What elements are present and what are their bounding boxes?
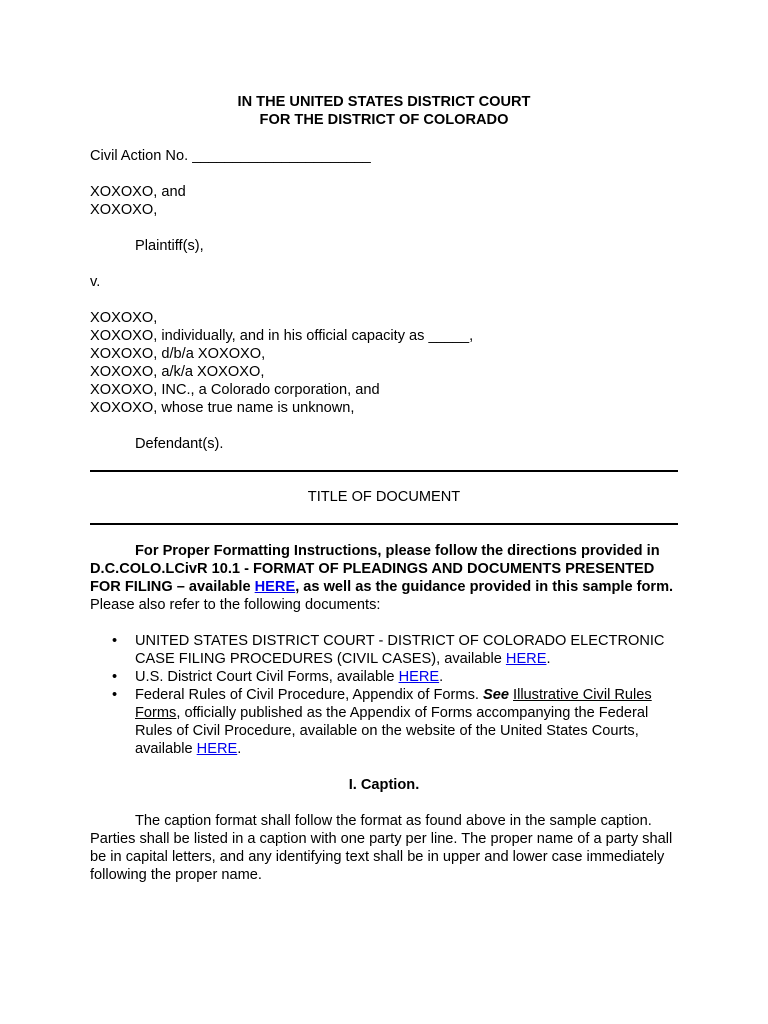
court-name [90,93,678,129]
instructions-plain: Please also refer to the following documents: [90,597,381,613]
caption-paragraph: The caption format shall follow the format as found above in the sample caption. Parties shall be listed in a caption with one party per line. The proper name of a party shall be in capital letters, and any identifying text shall be in upper and lower case immediately following the proper name. [90,813,673,883]
court-line-1: IN THE UNITED STATES DISTRICT COURT [237,94,531,110]
list-item-tail: . [546,651,551,667]
plaintiffs-block [90,183,678,219]
see-signal: See [482,687,509,703]
instructions-bold-1: For Proper Formatting Instructions, please follow the directions provided in D.C.COLO.LCivR 10.1 - FORMAT OF PLEADINGS AND DOCUMENTS PRESENTED FOR FILING – available [90,543,660,595]
versus: v. [90,274,101,290]
defendant-line: XOXOXO, INC., a Colorado corporation, and [90,382,380,398]
list-item [90,668,678,686]
bullet-icon: • [112,687,118,703]
instructions-bold-2: , as well as the guidance provided in this sample form. [295,579,674,595]
document-title: TITLE OF DOCUMENT [307,489,461,505]
civil-forms-here-link[interactable]: HERE [398,669,440,685]
defendant-line: XOXOXO, d/b/a XOXOXO, [90,346,266,362]
ecf-procedures-here-link[interactable]: HERE [505,651,547,667]
list-item-text: UNITED STATES DISTRICT COURT - DISTRICT OF COLORADO ELECTRONIC CASE FILING PROCEDURES (CIVIL CASES), available [135,633,665,667]
section-heading: I. Caption. [348,777,420,793]
court-line-2: FOR THE DISTRICT OF COLORADO [259,112,509,128]
defendant-line: XOXOXO, a/k/a XOXOXO, [90,364,265,380]
lcivr-here-link[interactable]: HERE [254,579,296,595]
list-item-tail: . [237,741,242,757]
list-item-text: U.S. District Court Civil Forms, available [135,669,399,685]
formatting-instructions [90,542,678,614]
defendants-label: Defendant(s). [135,436,224,452]
defendant-line: XOXOXO, individually, and in his official capacity as _____, [90,328,474,344]
uscourts-here-link[interactable]: HERE [196,741,238,757]
plaintiff-line: XOXOXO, [90,202,158,218]
civil-action-number: Civil Action No. ______________________ [90,148,371,164]
list-item-text: Federal Rules of Civil Procedure, Appendix of Forms. [135,687,483,703]
document-page [90,93,678,884]
plaintiff-line: XOXOXO, and [90,184,186,200]
defendant-line: XOXOXO, [90,310,158,326]
bullet-icon: • [112,633,118,649]
list-item-tail: . [439,669,444,685]
reference-list [90,632,678,758]
illustrative-forms-title: Illustrative Civil Rules Forms [135,687,652,721]
defendant-line: XOXOXO, whose true name is unknown, [90,400,355,416]
list-item [90,632,678,668]
plaintiffs-label: Plaintiff(s), [135,238,204,254]
list-item [90,686,678,758]
defendants-block [90,309,678,417]
bullet-icon: • [112,669,118,685]
list-item-text-2: , officially published as the Appendix of Forms accompanying the Federal Rules of Civil Procedure, available on the website of the United States Courts, available [135,705,649,757]
